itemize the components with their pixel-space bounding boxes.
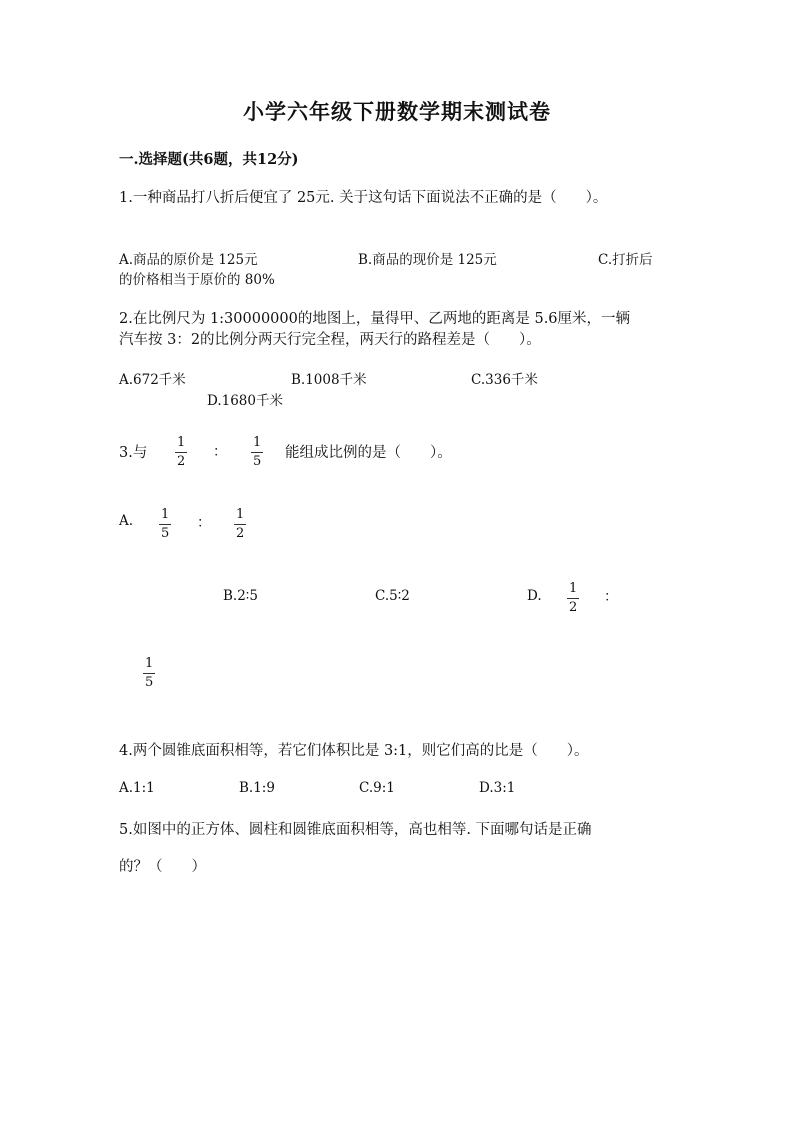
question-3-option-d-label: D. xyxy=(527,588,542,604)
ratio-colon: ： xyxy=(604,589,618,605)
fraction-numerator: 1 xyxy=(177,435,186,450)
question-4-option-d: D.3:1 xyxy=(479,780,516,796)
fraction-denominator: 5 xyxy=(145,675,154,690)
question-3-option-a-label: A. xyxy=(119,513,134,529)
question-1-option-b: B.商品的现价是 125元 xyxy=(358,252,497,268)
question-4-option-b: B.1:9 xyxy=(239,780,275,796)
option-a-fraction-2 xyxy=(234,508,246,540)
question-3-suffix: 能组成比例的是（ ）。 xyxy=(285,445,452,461)
fraction-denominator: 5 xyxy=(161,526,170,541)
fraction-numerator: 1 xyxy=(236,507,245,522)
question-1-option-c: C.打折后 xyxy=(598,252,653,268)
fraction-bar xyxy=(234,524,246,525)
question-3-fraction-2 xyxy=(251,436,263,468)
fraction-denominator: 2 xyxy=(236,526,245,541)
question-2-option-c: C.336千米 xyxy=(471,372,538,388)
question-3-prefix: 3.与 xyxy=(119,445,148,461)
question-2-line-2: 汽车按 3：2的比例分两天行完全程，两天行的路程差是（ ）。 xyxy=(119,332,541,348)
question-4-option-a: A.1:1 xyxy=(119,780,155,796)
question-2-option-a: A.672千米 xyxy=(119,372,186,388)
option-d-fraction-1 xyxy=(567,582,579,614)
question-2-option-d: D.1680千米 xyxy=(207,393,283,409)
fraction-bar xyxy=(143,673,155,674)
fraction-numerator: 1 xyxy=(145,656,154,671)
fraction-denominator: 2 xyxy=(569,600,578,615)
question-4-text: 4.两个圆锥底面积相等，若它们体积比是 3:1，则它们高的比是（ ）。 xyxy=(119,743,589,759)
fraction-bar xyxy=(251,452,263,453)
option-d-fraction-2 xyxy=(143,657,155,689)
question-5-line-2: 的？（ ） xyxy=(119,859,206,875)
question-3-fraction-1 xyxy=(175,436,187,468)
question-1-option-c-continued: 的价格相当于原价的 80% xyxy=(119,272,275,288)
question-3-option-b: B.2∶5 xyxy=(223,588,258,604)
question-5-line-1: 5.如图中的正方体、圆柱和圆锥底面积相等，高也相等. 下面哪句话是正确 xyxy=(119,822,592,838)
option-a-fraction-1 xyxy=(159,508,171,540)
question-4-option-c: C.9:1 xyxy=(359,780,395,796)
fraction-bar xyxy=(159,524,171,525)
question-1-text: 1.一种商品打八折后便宜了 25元. 关于这句话下面说法不正确的是（ ）。 xyxy=(119,190,608,206)
question-2-option-b: B.1008千米 xyxy=(291,372,367,388)
fraction-bar xyxy=(175,452,187,453)
fraction-bar xyxy=(567,598,579,599)
fraction-numerator: 1 xyxy=(569,581,578,596)
section-heading: 一.选择题(共6题，共12分) xyxy=(119,151,299,168)
question-2-line-1: 2.在比例尺为 1:30000000的地图上，量得甲、乙两地的距离是 5.6厘米，一辆 xyxy=(119,311,631,327)
fraction-numerator: 1 xyxy=(253,435,262,450)
question-1-option-a: A.商品的原价是 125元 xyxy=(119,252,258,268)
question-3-option-c: C.5∶2 xyxy=(375,588,410,604)
fraction-numerator: 1 xyxy=(161,507,170,522)
page-title: 小学六年级下册数学期末测试卷 xyxy=(243,99,551,124)
fraction-denominator: 2 xyxy=(177,454,186,469)
fraction-denominator: 5 xyxy=(253,454,262,469)
ratio-colon: ： xyxy=(213,444,227,460)
ratio-colon: ： xyxy=(197,515,211,531)
